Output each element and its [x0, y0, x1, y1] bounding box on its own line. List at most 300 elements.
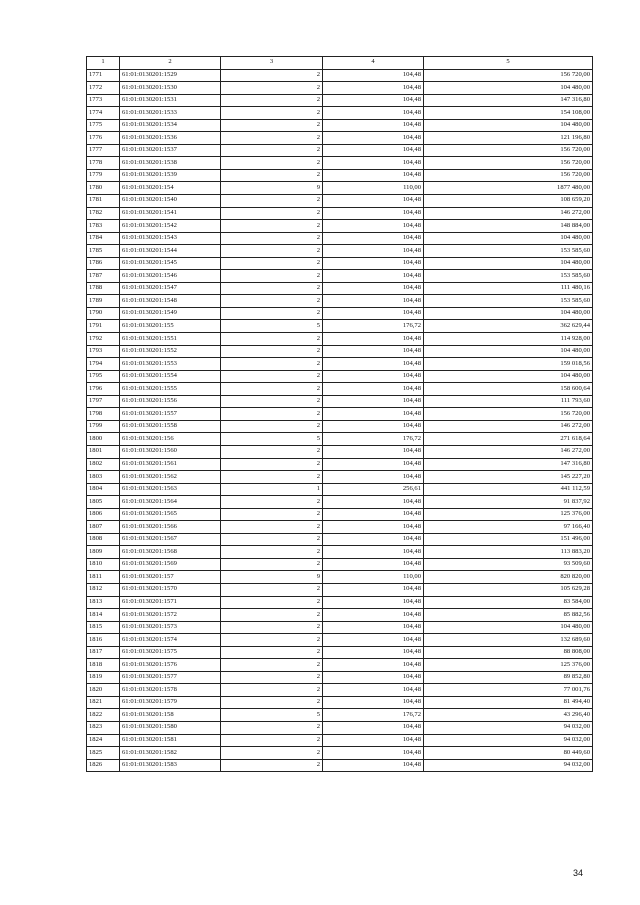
table-row [87, 370, 593, 383]
column-header: 1 [87, 57, 120, 70]
column-4-cell: 104,48 [323, 671, 424, 684]
row-number-cell: 1808 [87, 533, 120, 546]
table-row [87, 395, 593, 408]
cadastral-number-cell: 61:01:0130201:1565 [120, 508, 221, 521]
column-3-cell: 2 [221, 345, 323, 358]
column-3-cell: 2 [221, 759, 323, 772]
column-4-cell: 104,48 [323, 195, 424, 208]
table-row [87, 195, 593, 208]
column-3-cell: 2 [221, 82, 323, 95]
table-row [87, 734, 593, 747]
cadastral-number-cell: 61:01:0130201:1530 [120, 82, 221, 95]
column-4-cell: 104,48 [323, 609, 424, 622]
cadastral-number-cell: 61:01:0130201:1576 [120, 659, 221, 672]
column-4-cell: 104,48 [323, 270, 424, 283]
row-number-cell: 1774 [87, 107, 120, 120]
table-header-row [87, 57, 593, 70]
column-5-cell: 111 793,60 [424, 395, 593, 408]
column-3-cell: 2 [221, 471, 323, 484]
column-3-cell: 2 [221, 295, 323, 308]
table-row [87, 270, 593, 283]
cadastral-number-cell: 61:01:0130201:1553 [120, 358, 221, 371]
column-5-cell: 271 618,64 [424, 433, 593, 446]
column-5-cell: 147 316,80 [424, 458, 593, 471]
column-5-cell: 104 480,00 [424, 119, 593, 132]
column-3-cell: 2 [221, 207, 323, 220]
column-5-cell: 104 480,00 [424, 370, 593, 383]
row-number-cell: 1773 [87, 94, 120, 107]
cadastral-number-cell: 61:01:0130201:1564 [120, 496, 221, 509]
table-row [87, 721, 593, 734]
column-3-cell: 5 [221, 433, 323, 446]
column-4-cell: 104,48 [323, 345, 424, 358]
table-row [87, 257, 593, 270]
column-3-cell: 2 [221, 270, 323, 283]
cadastral-number-cell: 61:01:0130201:1555 [120, 383, 221, 396]
cadastral-number-cell: 61:01:0130201:1534 [120, 119, 221, 132]
column-4-cell: 104,48 [323, 445, 424, 458]
cadastral-number-cell: 61:01:0130201:1574 [120, 634, 221, 647]
row-number-cell: 1817 [87, 646, 120, 659]
column-3-cell: 2 [221, 596, 323, 609]
row-number-cell: 1790 [87, 307, 120, 320]
row-number-cell: 1821 [87, 696, 120, 709]
column-5-cell: 158 600,64 [424, 383, 593, 396]
cadastral-number-cell: 61:01:0130201:1557 [120, 408, 221, 421]
cadastral-number-cell: 61:01:0130201:1548 [120, 295, 221, 308]
column-4-cell: 104,48 [323, 659, 424, 672]
row-number-cell: 1814 [87, 609, 120, 622]
column-4-cell: 104,48 [323, 533, 424, 546]
table-row [87, 69, 593, 82]
table-row [87, 82, 593, 95]
cadastral-number-cell: 61:01:0130201:1568 [120, 546, 221, 559]
column-4-cell: 256,61 [323, 483, 424, 496]
column-5-cell: 153 585,60 [424, 295, 593, 308]
column-3-cell: 5 [221, 709, 323, 722]
column-4-cell: 104,48 [323, 370, 424, 383]
cadastral-number-cell: 61:01:0130201:1538 [120, 157, 221, 170]
column-3-cell: 2 [221, 232, 323, 245]
cadastral-number-cell: 61:01:0130201:154 [120, 182, 221, 195]
row-number-cell: 1783 [87, 220, 120, 233]
column-3-cell: 2 [221, 220, 323, 233]
column-5-cell: 111 480,16 [424, 282, 593, 295]
row-number-cell: 1802 [87, 458, 120, 471]
column-5-cell: 441 112,59 [424, 483, 593, 496]
column-4-cell: 104,48 [323, 408, 424, 421]
table-row [87, 684, 593, 697]
table-row [87, 646, 593, 659]
column-3-cell: 2 [221, 94, 323, 107]
column-4-cell: 104,48 [323, 596, 424, 609]
row-number-cell: 1816 [87, 634, 120, 647]
row-number-cell: 1801 [87, 445, 120, 458]
row-number-cell: 1807 [87, 521, 120, 534]
table-row [87, 471, 593, 484]
column-4-cell: 104,48 [323, 521, 424, 534]
column-3-cell: 2 [221, 609, 323, 622]
cadastral-number-cell: 61:01:0130201:1544 [120, 245, 221, 258]
cadastral-number-cell: 61:01:0130201:1529 [120, 69, 221, 82]
column-3-cell: 2 [221, 684, 323, 697]
column-3-cell: 2 [221, 747, 323, 760]
column-4-cell: 104,48 [323, 684, 424, 697]
column-5-cell: 147 316,80 [424, 94, 593, 107]
column-4-cell: 104,48 [323, 546, 424, 559]
cadastral-number-cell: 61:01:0130201:1571 [120, 596, 221, 609]
column-3-cell: 2 [221, 445, 323, 458]
table-row [87, 245, 593, 258]
column-4-cell: 104,48 [323, 144, 424, 157]
column-5-cell: 104 480,00 [424, 345, 593, 358]
table-row [87, 320, 593, 333]
column-4-cell: 176,72 [323, 433, 424, 446]
column-5-cell: 125 376,00 [424, 508, 593, 521]
cadastral-number-cell: 61:01:0130201:1563 [120, 483, 221, 496]
table-row [87, 483, 593, 496]
row-number-cell: 1781 [87, 195, 120, 208]
column-3-cell: 2 [221, 157, 323, 170]
row-number-cell: 1772 [87, 82, 120, 95]
table-row [87, 709, 593, 722]
column-4-cell: 176,72 [323, 709, 424, 722]
column-4-cell: 104,48 [323, 646, 424, 659]
row-number-cell: 1797 [87, 395, 120, 408]
column-3-cell: 9 [221, 182, 323, 195]
column-4-cell: 104,48 [323, 82, 424, 95]
table-row [87, 433, 593, 446]
row-number-cell: 1785 [87, 245, 120, 258]
column-5-cell: 153 585,60 [424, 270, 593, 283]
column-4-cell: 104,48 [323, 621, 424, 634]
cadastral-number-cell: 61:01:0130201:1539 [120, 169, 221, 182]
row-number-cell: 1819 [87, 671, 120, 684]
table-row [87, 282, 593, 295]
table-row [87, 621, 593, 634]
column-4-cell: 104,48 [323, 583, 424, 596]
column-3-cell: 2 [221, 408, 323, 421]
row-number-cell: 1800 [87, 433, 120, 446]
column-3-cell: 5 [221, 320, 323, 333]
table-row [87, 496, 593, 509]
cadastral-number-cell: 61:01:0130201:1573 [120, 621, 221, 634]
column-4-cell: 104,48 [323, 132, 424, 145]
row-number-cell: 1791 [87, 320, 120, 333]
row-number-cell: 1780 [87, 182, 120, 195]
column-4-cell: 104,48 [323, 169, 424, 182]
column-3-cell: 2 [221, 358, 323, 371]
column-4-cell: 176,72 [323, 320, 424, 333]
column-3-cell: 2 [221, 144, 323, 157]
column-3-cell: 2 [221, 195, 323, 208]
column-3-cell: 2 [221, 257, 323, 270]
column-4-cell: 104,48 [323, 220, 424, 233]
column-5-cell: 156 720,00 [424, 169, 593, 182]
column-5-cell: 159 018,56 [424, 358, 593, 371]
row-number-cell: 1818 [87, 659, 120, 672]
row-number-cell: 1822 [87, 709, 120, 722]
column-4-cell: 104,48 [323, 207, 424, 220]
cadastral-number-cell: 61:01:0130201:1566 [120, 521, 221, 534]
cadastral-number-cell: 61:01:0130201:1549 [120, 307, 221, 320]
cadastral-number-cell: 61:01:0130201:1580 [120, 721, 221, 734]
row-number-cell: 1776 [87, 132, 120, 145]
column-5-cell: 43 296,40 [424, 709, 593, 722]
row-number-cell: 1778 [87, 157, 120, 170]
cadastral-number-cell: 61:01:0130201:155 [120, 320, 221, 333]
column-5-cell: 77 001,76 [424, 684, 593, 697]
column-4-cell: 104,48 [323, 634, 424, 647]
column-4-cell: 104,48 [323, 747, 424, 760]
row-number-cell: 1804 [87, 483, 120, 496]
column-3-cell: 2 [221, 696, 323, 709]
column-3-cell: 2 [221, 420, 323, 433]
row-number-cell: 1794 [87, 358, 120, 371]
column-3-cell: 1 [221, 483, 323, 496]
column-4-cell: 104,48 [323, 94, 424, 107]
table-row [87, 295, 593, 308]
table-row [87, 546, 593, 559]
table-row [87, 671, 593, 684]
row-number-cell: 1779 [87, 169, 120, 182]
column-4-cell: 104,48 [323, 257, 424, 270]
column-3-cell: 2 [221, 395, 323, 408]
column-3-cell: 2 [221, 659, 323, 672]
column-4-cell: 104,48 [323, 157, 424, 170]
table-row [87, 583, 593, 596]
cadastral-number-cell: 61:01:0130201:1577 [120, 671, 221, 684]
column-3-cell: 2 [221, 119, 323, 132]
cadastral-number-cell: 61:01:0130201:1533 [120, 107, 221, 120]
row-number-cell: 1810 [87, 558, 120, 571]
column-5-cell: 91 837,92 [424, 496, 593, 509]
cadastral-number-cell: 61:01:0130201:1542 [120, 220, 221, 233]
cadastral-number-cell: 61:01:0130201:1558 [120, 420, 221, 433]
column-4-cell: 110,00 [323, 182, 424, 195]
cadastral-number-cell: 61:01:0130201:1562 [120, 471, 221, 484]
cadastral-number-cell: 61:01:0130201:1543 [120, 232, 221, 245]
row-number-cell: 1777 [87, 144, 120, 157]
column-4-cell: 104,48 [323, 119, 424, 132]
cadastral-number-cell: 61:01:0130201:1572 [120, 609, 221, 622]
column-4-cell: 104,48 [323, 395, 424, 408]
column-5-cell: 94 032,00 [424, 734, 593, 747]
column-5-cell: 113 883,20 [424, 546, 593, 559]
cadastral-number-cell: 61:01:0130201:1541 [120, 207, 221, 220]
table-row [87, 533, 593, 546]
column-5-cell: 94 032,00 [424, 721, 593, 734]
table-row [87, 634, 593, 647]
cadastral-number-cell: 61:01:0130201:1556 [120, 395, 221, 408]
column-5-cell: 145 227,20 [424, 471, 593, 484]
table-row [87, 420, 593, 433]
row-number-cell: 1823 [87, 721, 120, 734]
table-body [87, 69, 593, 772]
column-3-cell: 2 [221, 546, 323, 559]
row-number-cell: 1789 [87, 295, 120, 308]
table-row [87, 558, 593, 571]
column-4-cell: 104,48 [323, 471, 424, 484]
column-5-cell: 121 196,80 [424, 132, 593, 145]
cadastral-number-cell: 61:01:0130201:1578 [120, 684, 221, 697]
column-4-cell: 104,48 [323, 383, 424, 396]
row-number-cell: 1825 [87, 747, 120, 760]
row-number-cell: 1782 [87, 207, 120, 220]
cadastral-number-cell: 61:01:0130201:1560 [120, 445, 221, 458]
column-3-cell: 2 [221, 169, 323, 182]
column-5-cell: 108 659,20 [424, 195, 593, 208]
column-5-cell: 156 720,00 [424, 157, 593, 170]
cadastral-number-cell: 61:01:0130201:1536 [120, 132, 221, 145]
column-3-cell: 2 [221, 508, 323, 521]
table-row [87, 94, 593, 107]
column-4-cell: 104,48 [323, 245, 424, 258]
table-row [87, 458, 593, 471]
registry-table [86, 56, 593, 772]
cadastral-number-cell: 61:01:0130201:157 [120, 571, 221, 584]
row-number-cell: 1803 [87, 471, 120, 484]
column-5-cell: 1877 480,00 [424, 182, 593, 195]
column-3-cell: 2 [221, 634, 323, 647]
column-5-cell: 362 629,44 [424, 320, 593, 333]
table-row [87, 144, 593, 157]
table-row [87, 521, 593, 534]
cadastral-number-cell: 61:01:0130201:1575 [120, 646, 221, 659]
cadastral-number-cell: 61:01:0130201:1554 [120, 370, 221, 383]
column-5-cell: 88 808,00 [424, 646, 593, 659]
table-row [87, 182, 593, 195]
row-number-cell: 1775 [87, 119, 120, 132]
table-row [87, 107, 593, 120]
column-5-cell: 105 629,28 [424, 583, 593, 596]
table-row [87, 307, 593, 320]
column-3-cell: 2 [221, 521, 323, 534]
row-number-cell: 1792 [87, 333, 120, 346]
row-number-cell: 1799 [87, 420, 120, 433]
column-5-cell: 85 882,56 [424, 609, 593, 622]
column-4-cell: 104,48 [323, 734, 424, 747]
table-row [87, 596, 593, 609]
column-3-cell: 2 [221, 721, 323, 734]
column-4-cell: 104,48 [323, 721, 424, 734]
row-number-cell: 1771 [87, 69, 120, 82]
column-5-cell: 156 720,00 [424, 144, 593, 157]
column-4-cell: 104,48 [323, 333, 424, 346]
cadastral-number-cell: 61:01:0130201:1561 [120, 458, 221, 471]
cadastral-number-cell: 61:01:0130201:1567 [120, 533, 221, 546]
column-4-cell: 104,48 [323, 458, 424, 471]
column-4-cell: 104,48 [323, 358, 424, 371]
column-5-cell: 93 509,60 [424, 558, 593, 571]
column-4-cell: 104,48 [323, 508, 424, 521]
column-3-cell: 9 [221, 571, 323, 584]
column-3-cell: 2 [221, 132, 323, 145]
column-5-cell: 89 852,80 [424, 671, 593, 684]
column-5-cell: 104 480,00 [424, 621, 593, 634]
table-row [87, 445, 593, 458]
column-5-cell: 97 166,40 [424, 521, 593, 534]
column-5-cell: 94 032,00 [424, 759, 593, 772]
column-3-cell: 2 [221, 671, 323, 684]
column-5-cell: 83 584,00 [424, 596, 593, 609]
column-5-cell: 148 884,00 [424, 220, 593, 233]
column-4-cell: 104,48 [323, 496, 424, 509]
table-row [87, 747, 593, 760]
row-number-cell: 1812 [87, 583, 120, 596]
cadastral-number-cell: 61:01:0130201:1551 [120, 333, 221, 346]
column-5-cell: 153 585,60 [424, 245, 593, 258]
column-3-cell: 2 [221, 383, 323, 396]
table-row [87, 408, 593, 421]
column-5-cell: 104 480,00 [424, 232, 593, 245]
column-4-cell: 104,48 [323, 232, 424, 245]
column-3-cell: 2 [221, 458, 323, 471]
table-row [87, 333, 593, 346]
column-5-cell: 154 108,00 [424, 107, 593, 120]
column-4-cell: 104,48 [323, 420, 424, 433]
column-5-cell: 132 689,60 [424, 634, 593, 647]
row-number-cell: 1784 [87, 232, 120, 245]
column-3-cell: 2 [221, 646, 323, 659]
column-4-cell: 104,48 [323, 282, 424, 295]
column-5-cell: 114 928,00 [424, 333, 593, 346]
column-header: 3 [221, 57, 323, 70]
cadastral-number-cell: 61:01:0130201:1582 [120, 747, 221, 760]
table-row [87, 119, 593, 132]
page-number: 34 [572, 868, 583, 878]
row-number-cell: 1815 [87, 621, 120, 634]
row-number-cell: 1811 [87, 571, 120, 584]
column-3-cell: 2 [221, 496, 323, 509]
cadastral-number-cell: 61:01:0130201:1547 [120, 282, 221, 295]
column-5-cell: 104 480,00 [424, 82, 593, 95]
column-3-cell: 2 [221, 107, 323, 120]
column-3-cell: 2 [221, 333, 323, 346]
column-5-cell: 104 480,00 [424, 257, 593, 270]
table-row [87, 132, 593, 145]
cadastral-number-cell: 61:01:0130201:158 [120, 709, 221, 722]
table-row [87, 358, 593, 371]
table-row [87, 220, 593, 233]
table-row [87, 232, 593, 245]
column-3-cell: 2 [221, 370, 323, 383]
row-number-cell: 1806 [87, 508, 120, 521]
cadastral-number-cell: 61:01:0130201:1531 [120, 94, 221, 107]
table-row [87, 207, 593, 220]
column-3-cell: 2 [221, 734, 323, 747]
cadastral-number-cell: 61:01:0130201:1540 [120, 195, 221, 208]
column-4-cell: 110,00 [323, 571, 424, 584]
row-number-cell: 1788 [87, 282, 120, 295]
row-number-cell: 1826 [87, 759, 120, 772]
column-3-cell: 2 [221, 533, 323, 546]
table-row [87, 759, 593, 772]
table-row [87, 696, 593, 709]
table-row [87, 571, 593, 584]
table-row [87, 508, 593, 521]
row-number-cell: 1798 [87, 408, 120, 421]
row-number-cell: 1796 [87, 383, 120, 396]
column-5-cell: 156 720,00 [424, 69, 593, 82]
column-3-cell: 2 [221, 307, 323, 320]
column-3-cell: 2 [221, 558, 323, 571]
column-4-cell: 104,48 [323, 295, 424, 308]
column-5-cell: 146 272,00 [424, 420, 593, 433]
column-4-cell: 104,48 [323, 759, 424, 772]
cadastral-number-cell: 61:01:0130201:1570 [120, 583, 221, 596]
column-3-cell: 2 [221, 282, 323, 295]
